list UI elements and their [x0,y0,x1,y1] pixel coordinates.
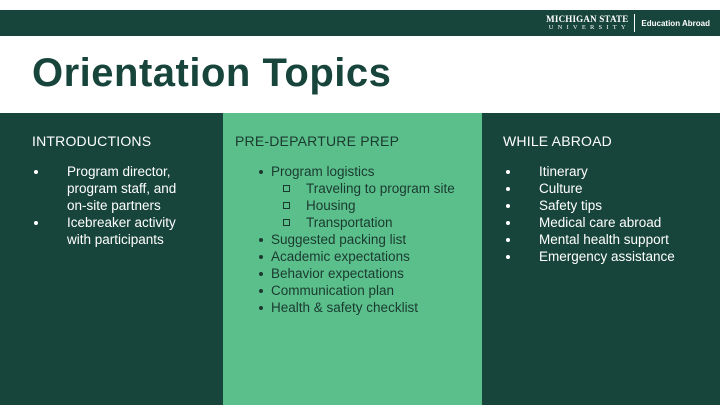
topic-list [503,163,720,265]
header-bar [0,10,720,36]
logo-line-1: MICHIGAN STATE [546,13,629,24]
brand-divider [634,14,635,32]
list-item: Culture [503,180,720,197]
slide-title: Orientation Topics [32,51,392,95]
list-item: Health & safety checklist [235,299,482,316]
list-item: Program director, program staff, and on-site partners [32,163,187,214]
list-item: Communication plan [235,282,482,299]
list-item: Behavior expectations [235,265,482,282]
list-item: Suggested packing list [235,231,482,248]
sub-list-item: Transportation [235,214,482,231]
topic-list [235,163,482,316]
brand-lockup [546,10,710,36]
unit-name: Education Abroad [641,18,710,28]
topic-list [32,163,223,248]
logo-line-2: UNIVERSITY [548,23,630,31]
column-heading: INTRODUCTIONS [32,133,152,149]
column-pre-departure-prep [223,113,482,405]
list-item: Mental health support [503,231,720,248]
list-item: Safety tips [503,197,720,214]
list-item: Academic expectations [235,248,482,265]
sub-list-item: Traveling to program site [235,180,482,197]
list-item: Medical care abroad [503,214,720,231]
column-heading: PRE-DEPARTURE PREP [235,133,400,149]
column-heading: WHILE ABROAD [503,133,612,149]
sub-list-item: Housing [235,197,482,214]
column-while-abroad [482,113,720,405]
column-introductions [0,113,223,405]
list-item: Icebreaker activity with participants [32,214,187,248]
list-item: Itinerary [503,163,720,180]
topic-columns [0,113,720,405]
university-logo [546,15,628,32]
list-item: Emergency assistance [503,248,720,265]
list-item: Program logistics [235,163,482,180]
